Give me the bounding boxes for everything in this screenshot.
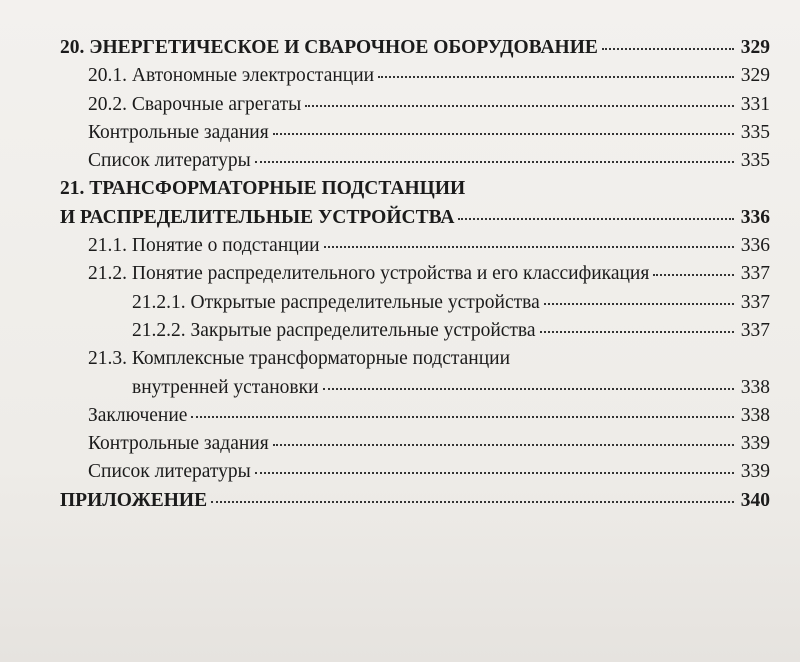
toc-entry-title: Список литературы <box>88 461 251 483</box>
toc-entry-title: ПРИЛОЖЕНИЕ <box>60 489 208 511</box>
toc-entry[interactable] <box>60 66 770 94</box>
toc-entry-title: 21.2.1. Открытые распределительные устройства <box>132 291 540 313</box>
toc-entry[interactable] <box>60 321 770 349</box>
toc-page-number: 331 <box>740 93 770 115</box>
toc-entry-title: Список литературы <box>88 150 251 172</box>
toc-entry[interactable] <box>60 406 770 434</box>
toc-page-number: 329 <box>740 37 770 58</box>
toc-page-number: 338 <box>740 404 770 426</box>
dot-leader <box>378 76 734 78</box>
toc-entry-title: Контрольные задания <box>88 433 269 455</box>
toc-entry-title-line1: 21. ТРАНСФОРМАТОРНЫЕ ПОДСТАНЦИИ <box>60 178 466 200</box>
toc-entry-title: 20. ЭНЕРГЕТИЧЕСКОЕ И СВАРОЧНОЕ ОБОРУДОВАНИЕ <box>60 37 598 58</box>
dot-leader <box>323 388 734 390</box>
toc-page-number: 339 <box>740 461 770 483</box>
toc-entry-title: И РАСПРЕДЕЛИТЕЛЬНЫЕ УСТРОЙСТВА <box>60 206 455 228</box>
toc-entry-title-line1: 21.3. Комплексные трансформаторные подстанции <box>88 348 511 370</box>
dot-leader <box>273 133 734 135</box>
toc-entry-title: внутренней установки <box>132 376 319 398</box>
toc-page-number: 335 <box>740 121 770 143</box>
toc-entry[interactable] <box>60 236 770 264</box>
toc-entry-title: Заключение <box>88 404 188 426</box>
dot-leader <box>255 161 734 163</box>
toc-page-number: 338 <box>740 376 770 398</box>
toc-entry[interactable] <box>60 293 770 321</box>
dot-leader <box>653 274 734 276</box>
toc-entry-title: Контрольные задания <box>88 121 269 143</box>
toc-entry[interactable] <box>60 264 770 292</box>
dot-leader <box>540 331 734 333</box>
toc-page-number: 337 <box>740 291 770 313</box>
dot-leader <box>324 246 734 248</box>
toc-entry-title: 21.2.2. Закрытые распределительные устройства <box>132 319 536 341</box>
toc-entry[interactable] <box>60 378 770 406</box>
dot-leader <box>191 416 734 418</box>
toc-page-number: 335 <box>740 150 770 172</box>
toc-page-number: 337 <box>740 263 770 285</box>
toc-entry[interactable] <box>60 95 770 123</box>
toc-entry-title: 21.2. Понятие распределительного устройства и его классификация <box>88 263 650 285</box>
toc-entry[interactable] <box>60 38 770 66</box>
toc-entry[interactable] <box>60 462 770 490</box>
dot-leader <box>273 444 734 446</box>
dot-leader <box>602 48 734 50</box>
toc-entry[interactable] <box>60 151 770 179</box>
toc-entry-title: 21.1. Понятие о подстанции <box>88 235 320 257</box>
dot-leader <box>255 472 734 474</box>
dot-leader <box>211 501 734 503</box>
table-of-contents <box>60 38 770 519</box>
dot-leader <box>544 303 734 305</box>
toc-page-number: 336 <box>740 206 770 228</box>
toc-page-number: 339 <box>740 433 770 455</box>
dot-leader <box>458 218 734 220</box>
toc-entry[interactable] <box>60 434 770 462</box>
toc-entry[interactable] <box>60 123 770 151</box>
toc-page-number: 329 <box>740 65 770 87</box>
toc-entry[interactable] <box>60 208 770 236</box>
dot-leader <box>305 105 734 107</box>
toc-page-number: 336 <box>740 235 770 257</box>
toc-entry-title: 20.2. Сварочные агрегаты <box>88 93 302 115</box>
toc-entry[interactable] <box>60 491 770 519</box>
toc-page-number: 340 <box>740 489 770 511</box>
toc-entry-title: 20.1. Автономные электростанции <box>88 65 375 87</box>
toc-page-number: 337 <box>740 319 770 341</box>
